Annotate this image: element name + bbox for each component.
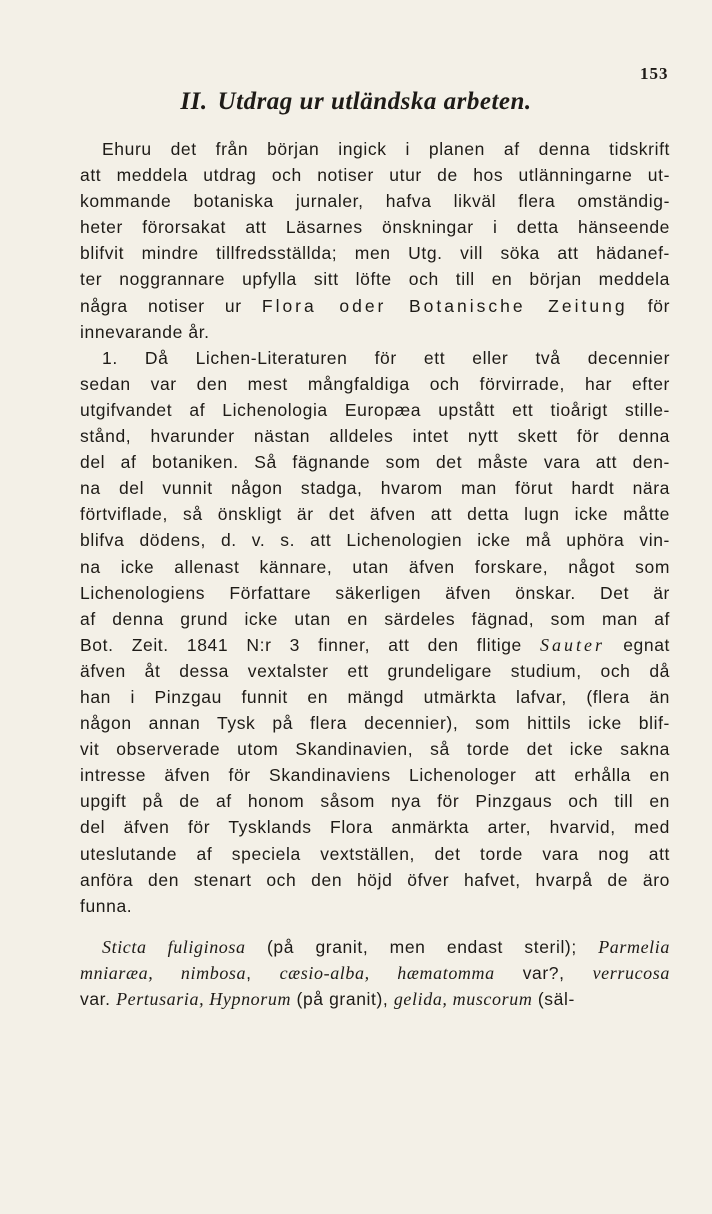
text-line: Ehuru det från början ingick i planen af denna tidskrift: [102, 139, 670, 159]
text-fragment: (på granit),: [291, 989, 394, 1009]
text-line: af denna grund icke utan en särdeles fägnad, som man af: [80, 608, 670, 629]
text-fragment: Bot. Zeit. 1841 N:r 3 finner, att den flitige: [80, 634, 541, 655]
text-line: blifva dödens, d. v. s. att Lichenologien icke må uphöra vin-: [80, 530, 670, 551]
species-name: mniaræa, nimbosa: [80, 962, 247, 983]
text-line: äfven åt dessa vextalster ett grundeligare studium, och då: [80, 660, 670, 681]
body-text: [80, 136, 670, 1012]
text-line: innevarande år.: [80, 321, 210, 342]
section-title: Utdrag ur utländska arbeten.: [217, 88, 532, 115]
section-heading: [0, 88, 712, 116]
text-line: han i Pinzgau funnit en mängd utmärkta lafvar, (flera än: [80, 686, 670, 707]
text-line: stånd, hvarunder nästan alldeles intet nytt skett för denna: [80, 426, 670, 447]
text-line: sedan var den mest mångfaldiga och förvirrade, har efter: [80, 373, 670, 394]
text-line: na del vunnit någon stadga, hvarom man förut hardt nära: [80, 478, 670, 499]
section-number: II.: [180, 88, 208, 115]
text-line: förtviflade, så önskligt är det äfven att detta lugn icke måtte: [80, 504, 670, 525]
species-name: cæsio-alba, hæmatomma: [279, 962, 495, 983]
journal-title: Flora oder Botanische Zeitung: [261, 295, 628, 316]
text-line: [80, 293, 670, 319]
text-line: funna.: [80, 895, 133, 916]
text-line: någon annan Tysk på flera decennier), som hittils icke blif-: [80, 713, 670, 734]
text-line: uteslutande af speciela vextställen, det torde vara nog att: [80, 843, 670, 864]
species-name: verrucosa: [592, 962, 670, 983]
page-number: 153: [640, 64, 669, 83]
text-fragment: (på granit, men endast steril);: [245, 936, 599, 957]
species-name: Parmelia: [598, 936, 670, 957]
text-line: kommande botaniska jurnaler, hafva likväl flera omständig-: [80, 191, 670, 212]
paragraph-gap: [80, 919, 670, 934]
author-name: Sauter: [540, 634, 606, 655]
species-name: gelida, muscorum: [393, 989, 533, 1009]
species-name: Sticta fuliginosa: [102, 936, 246, 957]
text-line: blifvit mindre tillfredsställda; men Utg. vill söka att hädanef-: [80, 243, 670, 264]
text-line: 1. Då Lichen-Literaturen för ett eller två decennier: [102, 347, 670, 368]
text-line: att meddela utdrag och notiser utur de hos utlänningarne ut-: [80, 165, 670, 186]
species-line: [80, 960, 670, 986]
text-fragment: några notiser ur: [80, 295, 262, 316]
text-fragment: för: [627, 295, 670, 316]
species-line: [80, 934, 670, 960]
text-line: utgifvandet af Lichenologia Europæa upstått ett tioårigt stille-: [80, 399, 670, 420]
text-fragment: var.: [80, 989, 117, 1009]
text-fragment: var?,: [494, 962, 593, 983]
text-line: vit observerade utom Skandinavien, så torde det icke sakna: [80, 739, 670, 760]
text-line: upgift på de af honom såsom nya för Pinzgaus och till en: [80, 791, 670, 812]
text-line: del äfven för Tysklands Flora anmärkta arter, hvarvid, med: [80, 817, 670, 838]
text-line: anföra den stenart och den höjd öfver hafvet, hvarpå de äro: [80, 869, 670, 890]
text-fragment: (säl-: [532, 989, 575, 1009]
text-line: Lichenologiens Författare säkerligen äfven önskar. Det är: [80, 582, 670, 603]
text-line: ter noggrannare upfylla sitt löfte och till en början meddela: [80, 269, 670, 290]
species-line: [80, 986, 670, 1012]
text-fragment: ,: [246, 962, 280, 983]
text-line: na icke allenast kännare, utan äfven forskare, något som: [80, 556, 670, 577]
text-fragment: egnat: [605, 634, 670, 655]
text-line: heter förorsakat att Läsarnes önskningar i detta hänseende: [80, 217, 670, 238]
species-name: Pertusaria, Hypnorum: [116, 989, 292, 1009]
text-line: intresse äfven för Skandinaviens Lichenologer att erhålla en: [80, 765, 670, 786]
text-line: del af botaniken. Så fägnande som det måste vara att den-: [80, 452, 670, 473]
text-line: [80, 632, 670, 658]
